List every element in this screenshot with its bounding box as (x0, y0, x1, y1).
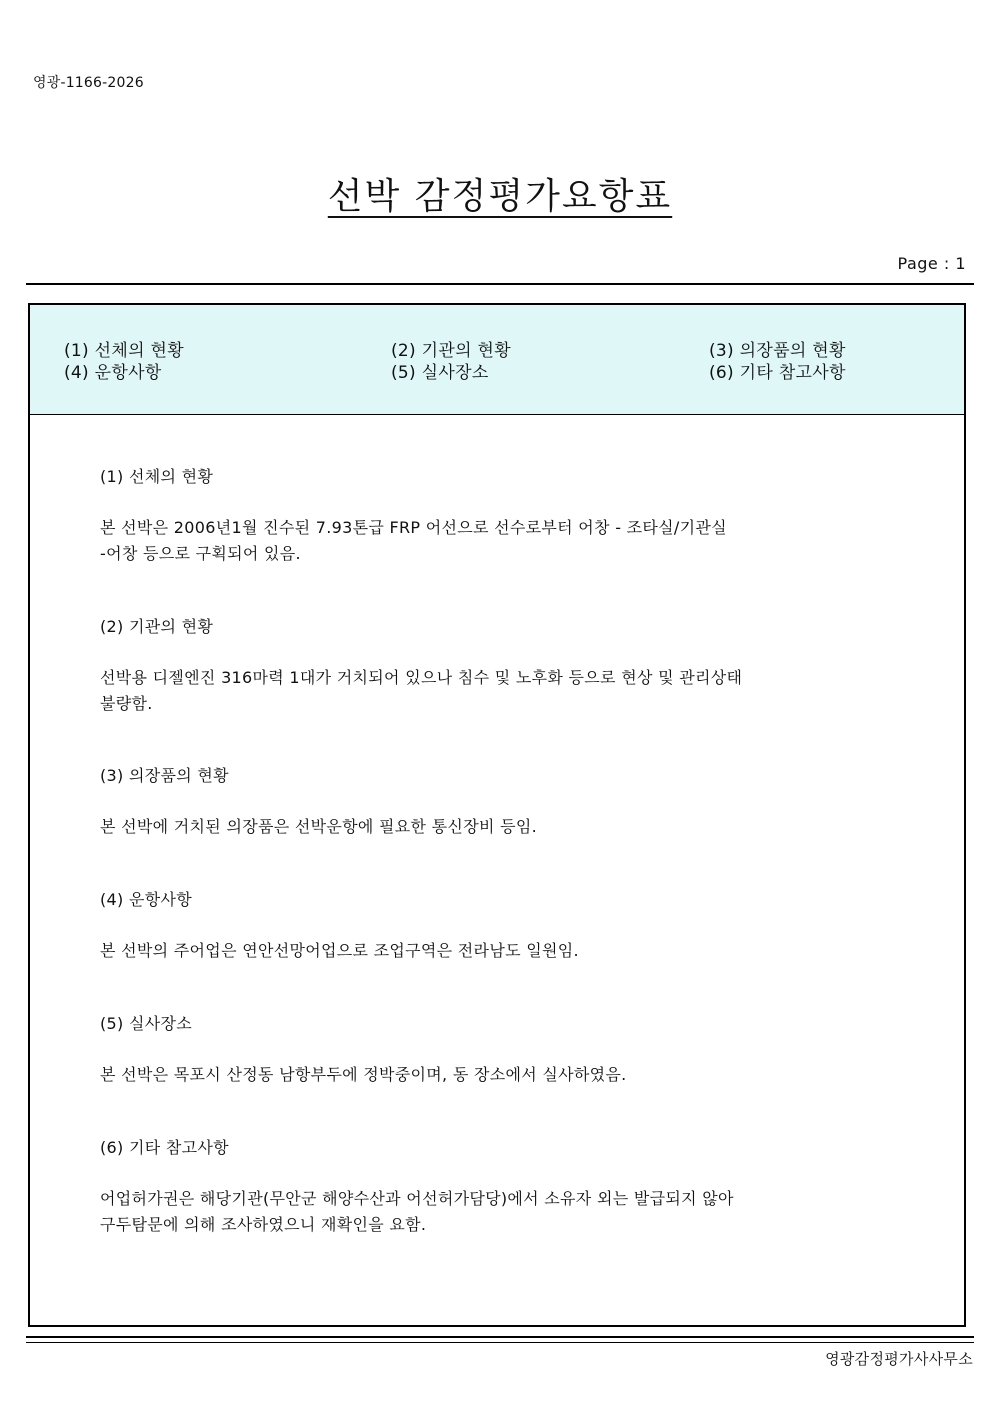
section-equipment (100, 763, 920, 840)
section-hull (100, 464, 920, 567)
bottom-divider-thick (26, 1336, 974, 1338)
section-heading: (6) 기타 참고사항 (100, 1138, 229, 1157)
document-title (0, 168, 1000, 219)
toc-item-hull: (1) 선체의 현황 (64, 341, 184, 361)
section-heading: (5) 실사장소 (100, 1014, 192, 1033)
section-body: 본 선박에 거치된 의장품은 선박운항에 필요한 통신장비 등임. (100, 817, 537, 836)
section-heading: (1) 선체의 현황 (100, 467, 214, 486)
page-number: Page : 1 (897, 254, 966, 273)
section-body: 본 선박은 목포시 산정동 남항부두에 정박중이며, 동 장소에서 실사하였음. (100, 1065, 627, 1084)
section-other-notes (100, 1135, 920, 1238)
section-body: 본 선박은 2006년1월 진수된 7.93톤급 FRP 어선으로 선수로부터 어창 - 조타실/기관실 -어창 등으로 구획되어 있음. (100, 518, 727, 563)
document-id: 영광-1166-2026 (33, 75, 144, 91)
bottom-divider-thin (26, 1342, 974, 1343)
section-heading: (3) 의장품의 현황 (100, 766, 229, 785)
toc-item-engine: (2) 기관의 현황 (391, 341, 511, 361)
section-heading: (4) 운항사항 (100, 890, 192, 909)
section-body: 어업허가권은 해당기관(무안군 해양수산과 어선허가담당)에서 소유자 외는 발급되지 않아 구두탐문에 의해 조사하였으니 재확인을 요함. (100, 1189, 734, 1234)
top-divider (26, 283, 974, 285)
section-heading: (2) 기관의 현황 (100, 617, 214, 636)
section-operation (100, 887, 920, 964)
content-frame (28, 303, 966, 1327)
toc-item-inspection-site: (5) 실사장소 (391, 363, 489, 383)
table-of-contents (30, 305, 964, 415)
document-title-text: 선박 감정평가요항표 (327, 176, 673, 217)
section-engine (100, 614, 920, 717)
office-name: 영광감정평가사사무소 (825, 1350, 973, 1368)
toc-item-operation: (4) 운항사항 (64, 363, 162, 383)
toc-item-other-notes: (6) 기타 참고사항 (709, 363, 846, 383)
section-inspection-site (100, 1011, 920, 1088)
section-body: 선박용 디젤엔진 316마력 1대가 거치되어 있으나 침수 및 노후화 등으로 현상 및 관리상태 불량함. (100, 668, 743, 713)
toc-item-equipment: (3) 의장품의 현황 (709, 341, 846, 361)
section-body: 본 선박의 주어업은 연안선망어업으로 조업구역은 전라남도 일원임. (100, 941, 579, 960)
